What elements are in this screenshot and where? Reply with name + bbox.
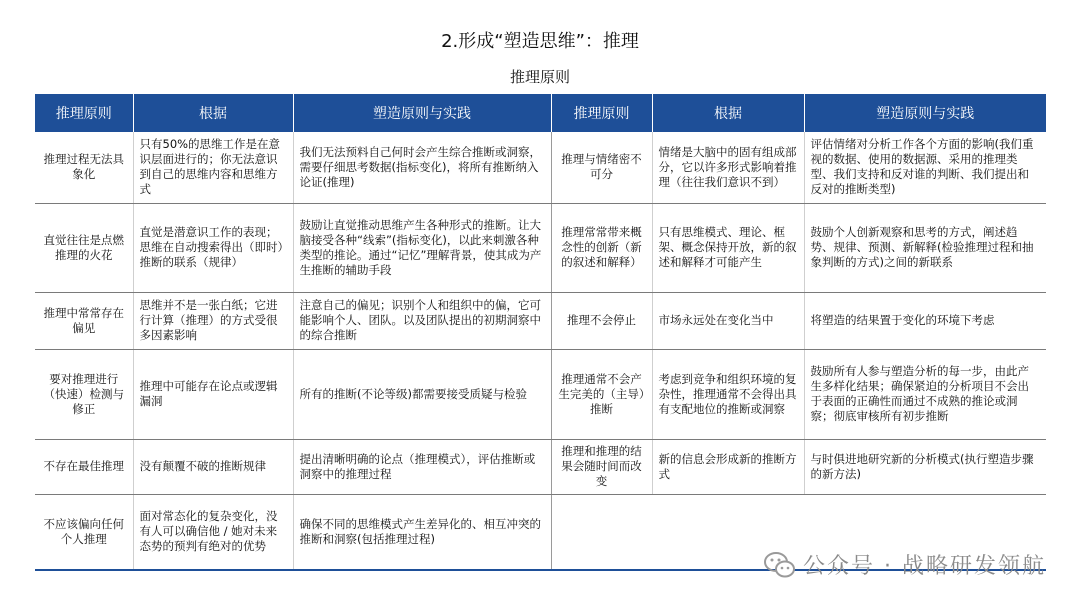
table-row	[35, 439, 1046, 494]
practice-cell: 将塑造的结果置于变化的环境下考虑	[804, 292, 1046, 349]
principle-cell: 推理和推理的结果会随时间而改变	[551, 439, 652, 494]
practice-cell: 所有的推断(不论等级)都需要接受质疑与检验	[293, 349, 551, 439]
basis-cell: 推理中可能存在论点或逻辑漏洞	[133, 349, 293, 439]
header-principle-left: 推理原则	[35, 94, 133, 132]
principle-cell: 推理与情绪密不可分	[551, 132, 652, 203]
table-row	[35, 292, 1046, 349]
basis-cell: 只有50%的思维工作是在意识层面进行的；你无法意识到自己的思维内容和思维方式	[133, 132, 293, 203]
practice-cell: 确保不同的思维模式产生差异化的、相互冲突的推断和洞察(包括推理过程)	[293, 494, 551, 570]
principle-cell: 推理过程无法具象化	[35, 132, 133, 203]
practice-cell: 与时俱进地研究新的分析模式(执行塑造步骤的新方法)	[804, 439, 1046, 494]
wechat-icon	[763, 550, 797, 580]
header-basis-left: 根据	[133, 94, 293, 132]
practice-cell: 提出清晰明确的论点（推理模式），评估推断或洞察中的推理过程	[293, 439, 551, 494]
table-row	[35, 203, 1046, 292]
practice-cell: 鼓励所有人参与塑造分析的每一步，由此产生多样化结果；确保紧迫的分析项目不会出于表面的正确性而通过不成熟的推论或洞察；彻底审核所有初步推断	[804, 349, 1046, 439]
header-practice-right: 塑造原则与实践	[804, 94, 1046, 132]
principle-cell: 不应该偏向任何个人推理	[35, 494, 133, 570]
table-row	[35, 132, 1046, 203]
basis-cell: 面对常态化的复杂变化，没有人可以确信他 / 她对未来态势的预判有绝对的优势	[133, 494, 293, 570]
basis-cell: 市场永远处在变化当中	[652, 292, 804, 349]
basis-cell: 新的信息会形成新的推断方式	[652, 439, 804, 494]
practice-cell: 鼓励让直觉推动思维产生各种形式的推断。让大脑接受各种“线索”(指标变化)，以此来刺激各种类型的推论。通过“记忆”理解背景，使其成为产生推断的辅助手段	[293, 203, 551, 292]
principle-cell: 推理中常常存在偏见	[35, 292, 133, 349]
table-header-row	[35, 94, 1046, 132]
basis-cell: 思维并不是一张白纸；它进行计算（推理）的方式受很多因素影响	[133, 292, 293, 349]
reasoning-principles-table	[35, 94, 1046, 571]
principle-cell: 推理常常带来概念性的创新（新的叙述和解释）	[551, 203, 652, 292]
watermark	[763, 549, 1046, 580]
practice-cell: 评估情绪对分析工作各个方面的影响(我们重视的数据、使用的数据源、采用的推理类型、我们支持和反对谁的判断、我们提出和反对的推断类型)	[804, 132, 1046, 203]
principle-cell: 推理通常不会产生完美的（主导）推断	[551, 349, 652, 439]
practice-cell: 鼓励个人创新观察和思考的方式，阐述趋势、规律、预测、新解释(检验推理过程和抽象判断的方式)之间的新联系	[804, 203, 1046, 292]
practice-cell: 我们无法预料自己何时会产生综合推断或洞察，需要仔细思考数据(指标变化)，将所有推断纳入论证(推理)	[293, 132, 551, 203]
principle-cell: 直觉往往是点燃推理的火花	[35, 203, 133, 292]
header-principle-right: 推理原则	[551, 94, 652, 132]
page-title: 2.形成“塑造思维”：推理	[441, 31, 639, 52]
principle-cell: 不存在最佳推理	[35, 439, 133, 494]
basis-cell: 情绪是大脑中的固有组成部分，它以许多形式影响着推理（往往我们意识不到）	[652, 132, 804, 203]
practice-cell: 注意自己的偏见；识别个人和组织中的偏，它可能影响个人、团队。以及团队提出的初期洞察中的综合推断	[293, 292, 551, 349]
basis-cell: 考虑到竞争和组织环境的复杂性，推理通常不会得出具有支配地位的推断或洞察	[652, 349, 804, 439]
principle-cell: 推理不会停止	[551, 292, 652, 349]
basis-cell: 只有思维模式、理论、框架、概念保持开放，新的叙述和解释才可能产生	[652, 203, 804, 292]
basis-cell: 直觉是潜意识工作的表现；思维在自动搜索得出（即时）推断的联系（规律）	[133, 203, 293, 292]
header-practice-left: 塑造原则与实践	[293, 94, 551, 132]
header-basis-right: 根据	[652, 94, 804, 132]
table-row	[35, 349, 1046, 439]
table-title: 推理原则	[509, 68, 570, 86]
watermark-text: 公众号 · 战略研发领航	[803, 554, 1046, 579]
principle-cell: 要对推理进行（快速）检测与修正	[35, 349, 133, 439]
basis-cell: 没有颠覆不破的推断规律	[133, 439, 293, 494]
